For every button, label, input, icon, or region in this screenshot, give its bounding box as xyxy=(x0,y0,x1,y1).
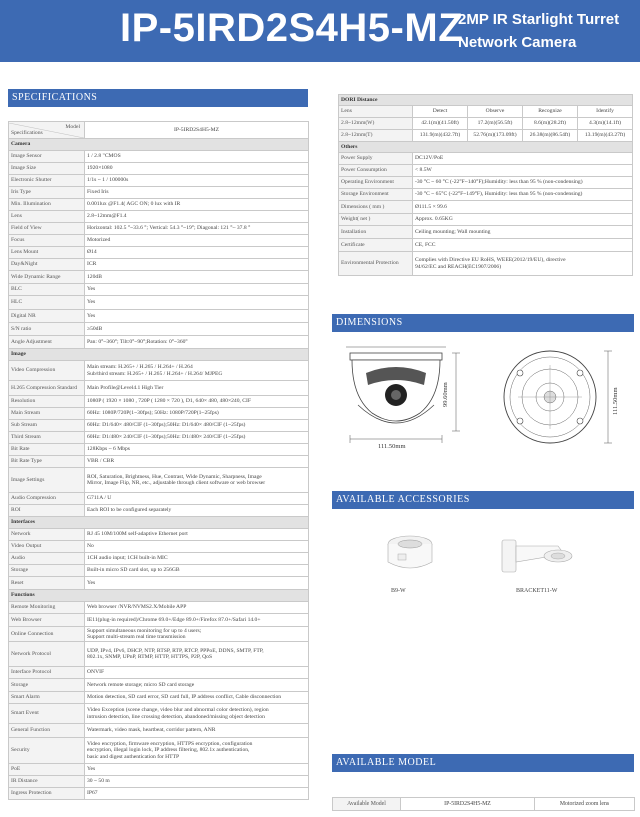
top-view-drawing xyxy=(494,345,634,455)
spec-label: Web Browser xyxy=(9,614,85,627)
header-model: IP-5IRD2S4H5-MZ xyxy=(120,6,464,50)
accessory-b9w-label: B9-W xyxy=(391,588,406,594)
dori-header-cell: Lens xyxy=(339,106,413,118)
spec-value xyxy=(85,420,309,432)
spec-label: General Function xyxy=(9,724,85,738)
spec-value-line: Support simultaneous monitoring for up to 4 users; xyxy=(87,627,202,634)
dori-cell: 17.2(m)(56.5ft) xyxy=(468,118,523,130)
spec-row xyxy=(9,444,309,456)
spec-header-row xyxy=(9,122,309,139)
spec-value xyxy=(85,788,309,800)
spec-label: Electronic Shutter xyxy=(9,175,85,187)
others-row xyxy=(339,239,633,252)
spec-value-line: UDP, IPv4, IPv6, DHCP, NTP, RTSP, RTP, RTCP, PPPoE, DDNS, SMTP, FTP, xyxy=(87,647,264,654)
dim-height-label: 99.60mm xyxy=(442,382,449,407)
spec-model-value: IP-5IRD2S4H5-MZ xyxy=(85,122,309,139)
spec-value xyxy=(85,284,309,296)
others-value xyxy=(413,252,633,276)
spec-value xyxy=(85,187,309,199)
spec-value xyxy=(85,336,309,349)
spec-value-line: No xyxy=(87,543,94,550)
spec-row xyxy=(9,642,309,667)
spec-value xyxy=(85,323,309,336)
spec-row xyxy=(9,396,309,408)
spec-value-line: Mirror, Image Flip, NR, etc., adjustable through client software or web browser xyxy=(87,480,266,486)
others-value-line: DC12V/PoE xyxy=(415,155,444,162)
dori-cell: 8.6(m)(28.2ft) xyxy=(523,118,578,130)
dori-cell: 26.38(m)(86.54ft) xyxy=(523,130,578,142)
spec-label: Digital NR xyxy=(9,310,85,323)
spec-row xyxy=(9,788,309,800)
side-view-drawing xyxy=(338,345,468,455)
spec-label: Lens Mount xyxy=(9,247,85,259)
spec-label: Sub Stream xyxy=(9,420,85,432)
spec-value-line: 60Hz: D1/640× 480/CIF (1~30fps);50Hz: D1/640× 480/CIF (1~25fps) xyxy=(87,422,246,429)
spec-row xyxy=(9,493,309,505)
others-label: Operating Environment xyxy=(339,177,413,189)
spec-value-line: 120dB xyxy=(87,273,102,280)
spec-value xyxy=(85,468,309,493)
dori-header-cell: Observe xyxy=(468,106,523,118)
available-model-heading: AVAILABLE MODEL xyxy=(332,754,634,772)
spec-row xyxy=(9,541,309,553)
others-value-line: -30 °C ~ 60 °C (-22°F~140°F);Humidity: less than 95 % (non-condensing) xyxy=(415,179,583,186)
spec-value xyxy=(85,565,309,577)
spec-value-line: Watermark, video mask, heartbeat, corridor pattern, ANR xyxy=(87,727,216,734)
spec-row xyxy=(9,553,309,565)
spec-label: Video Output xyxy=(9,541,85,553)
spec-section-label: Camera xyxy=(9,139,309,151)
spec-value xyxy=(85,361,309,381)
spec-value-line: intrusion detection, line crossing detection, abandoned/missing object detection xyxy=(87,713,265,720)
spec-row xyxy=(9,247,309,259)
others-value-line: < 8.5W xyxy=(415,167,432,174)
others-row xyxy=(339,226,633,239)
others-label: Environmental Protection xyxy=(339,252,413,276)
spec-label: HLC xyxy=(9,296,85,310)
dori-cell: 2.8~12mm(W) xyxy=(339,118,413,130)
others-value xyxy=(413,177,633,189)
spec-value xyxy=(85,223,309,235)
others-value-line: Ø111.5 × 99.6 xyxy=(415,203,447,210)
spec-value xyxy=(85,151,309,163)
others-row xyxy=(339,201,633,214)
spec-value-line: Built-in micro SD card slot, up to 256GB xyxy=(87,567,180,574)
spec-value xyxy=(85,602,309,614)
spec-value xyxy=(85,271,309,284)
spec-label: Field of View xyxy=(9,223,85,235)
others-label: Dimensions ( mm ) xyxy=(339,201,413,214)
spec-row xyxy=(9,271,309,284)
dimensions-heading: DIMENSIONS xyxy=(332,314,634,332)
others-label: Power Supply xyxy=(339,153,413,165)
spec-row xyxy=(9,577,309,590)
spec-value-line: Yes xyxy=(87,312,96,319)
spec-row xyxy=(9,432,309,444)
spec-value xyxy=(85,738,309,764)
spec-label: Third Stream xyxy=(9,432,85,444)
others-value-line: -30 °C ~ 65°C (-22°F~149°F), Humidity: less than 95 % (non-condensing) xyxy=(415,191,583,198)
spec-value-line: Yes xyxy=(87,579,96,586)
others-value-line: Complies with Directive EU RoHS, WEEE(2012/19/EU), directive xyxy=(415,257,566,264)
spec-value xyxy=(85,432,309,444)
spec-row xyxy=(9,468,309,493)
spec-label: Storage xyxy=(9,565,85,577)
spec-label: Smart Event xyxy=(9,704,85,724)
spec-label: Reset xyxy=(9,577,85,590)
dori-header-cell: Identify xyxy=(578,106,633,118)
spec-value-line: IE11(plug-in required)/Chrome 69.0+/Edge 89.0+/Firefox 87.0+/Safari 14.0+ xyxy=(87,616,261,623)
right-section-row xyxy=(339,142,633,153)
spec-row xyxy=(9,259,309,271)
spec-section-row xyxy=(9,517,309,529)
spec-value-line: 1CH audio input; 1CH built-in MIC xyxy=(87,555,168,562)
spec-section-row xyxy=(9,139,309,151)
spec-label: Image Sensor xyxy=(9,151,85,163)
spec-row xyxy=(9,187,309,199)
dori-row xyxy=(339,130,633,142)
spec-row xyxy=(9,199,309,211)
dori-cell: 13.19(m)(43.27ft) xyxy=(578,130,633,142)
spec-row xyxy=(9,505,309,517)
spec-label: Image Settings xyxy=(9,468,85,493)
spec-row xyxy=(9,614,309,627)
dori-header-cell: Detect xyxy=(413,106,468,118)
right-table xyxy=(338,94,633,276)
others-value xyxy=(413,239,633,252)
spec-label: IR Distance xyxy=(9,776,85,788)
spec-label: Network Protocol xyxy=(9,642,85,667)
spec-value xyxy=(85,704,309,724)
spec-row xyxy=(9,235,309,247)
spec-value-line: Pan: 0°~360°; Tilt:0°~90°;Rotation: 0°~360° xyxy=(87,338,188,345)
spec-header-cell xyxy=(9,122,85,139)
spec-label: Network xyxy=(9,529,85,541)
spec-value-line: Sub/third stream: H.265+ / H.265 / H.264+ / H.264/ MJPEG xyxy=(87,370,223,377)
spec-label: Storage xyxy=(9,679,85,692)
spec-label: Security xyxy=(9,738,85,764)
spec-value-line: Motorized xyxy=(87,237,111,244)
spec-row xyxy=(9,724,309,738)
spec-label: H.265 Compression Standard xyxy=(9,381,85,396)
spec-value-line: G711A / U xyxy=(87,495,112,502)
dim-width-label: 111.50mm xyxy=(378,443,406,450)
dori-cell: 2.8~12mm(T) xyxy=(339,130,413,142)
others-label: Installation xyxy=(339,226,413,239)
spec-header-specs: Specifications xyxy=(11,130,43,137)
spec-value-line: Main stream: H.265+ / H.265 / H.264+ / H.264 xyxy=(87,364,193,371)
spec-value xyxy=(85,163,309,175)
dori-row xyxy=(339,118,633,130)
others-value-line: 94/62/EC and REACH(EC1907/2006) xyxy=(415,263,502,270)
spec-label: Image Size xyxy=(9,163,85,175)
spec-value xyxy=(85,408,309,420)
spec-value-line: 128Kbps ~ 6 Mbps xyxy=(87,446,130,453)
others-label: Power Consumption xyxy=(339,165,413,177)
spec-section-row xyxy=(9,349,309,361)
accessory-b9w-image xyxy=(384,530,436,582)
spec-value-line: 0.001lux @F1.4( AGC ON; 0 lux with IR xyxy=(87,201,181,208)
spec-value xyxy=(85,211,309,223)
spec-value xyxy=(85,310,309,323)
spec-value xyxy=(85,175,309,187)
accessory-bracket11w-image xyxy=(498,534,576,578)
spec-row xyxy=(9,420,309,432)
header-subtitle-line2: Network Camera xyxy=(458,34,577,51)
spec-value xyxy=(85,724,309,738)
spec-section-label: Functions xyxy=(9,590,309,602)
others-label: Certificate xyxy=(339,239,413,252)
others-row xyxy=(339,153,633,165)
others-row xyxy=(339,165,633,177)
spec-label: Online Connection xyxy=(9,627,85,642)
spec-value-line: 802.1x, SNMP, UPnP, RTMP, HTTP, HTTPS, P2P, QoS xyxy=(87,654,213,660)
spec-label: Iris Type xyxy=(9,187,85,199)
others-value xyxy=(413,214,633,226)
dori-header-row xyxy=(339,106,633,118)
spec-value-line: encryption, illegal login lock, IP address filtering, 802.1x authentication, xyxy=(87,747,250,754)
others-value-line: Ceiling mounting; Wall mounting xyxy=(415,228,491,235)
spec-row xyxy=(9,704,309,724)
dori-cell: 4.3(m)(14.1ft) xyxy=(578,118,633,130)
page-header xyxy=(0,0,640,62)
spec-row xyxy=(9,361,309,381)
spec-label: Main Stream xyxy=(9,408,85,420)
spec-value-line: basic and digest authentication for HTTP xyxy=(87,753,180,760)
spec-value xyxy=(85,541,309,553)
spec-label: Video Compression xyxy=(9,361,85,381)
dim-top-label: 111.50mm xyxy=(612,387,619,415)
spec-row xyxy=(9,627,309,642)
available-model-table xyxy=(332,797,635,811)
available-model-name: IP-5IRD2S4H5-MZ xyxy=(401,798,535,811)
spec-label: Audio Compression xyxy=(9,493,85,505)
dori-cell: 131.9(m)(432.7ft) xyxy=(413,130,468,142)
spec-value-line: Yes xyxy=(87,299,96,306)
available-model-row xyxy=(333,798,635,811)
spec-value xyxy=(85,764,309,776)
spec-row xyxy=(9,692,309,704)
spec-value-line: ONVIF xyxy=(87,669,105,676)
spec-value xyxy=(85,667,309,679)
spec-label: Ingress Protection xyxy=(9,788,85,800)
spec-value-line: 2.8~12mm@F1.4 xyxy=(87,213,127,220)
spec-label: Lens xyxy=(9,211,85,223)
spec-row xyxy=(9,223,309,235)
spec-row xyxy=(9,284,309,296)
spec-label: ROI xyxy=(9,505,85,517)
spec-value-line: Support multi-stream real time transmission xyxy=(87,634,186,640)
dori-cell: 42.1(m)(41.50ft) xyxy=(413,118,468,130)
spec-label: PoE xyxy=(9,764,85,776)
others-row xyxy=(339,189,633,201)
spec-value xyxy=(85,553,309,565)
spec-table xyxy=(8,121,309,800)
spec-value xyxy=(85,456,309,468)
spec-value-line: Video encryption, firmware encryption, HTTPS encryption, configuration xyxy=(87,740,253,747)
header-subtitle-line1: 2MP IR Starlight Turret xyxy=(458,11,620,28)
spec-section-label: Image xyxy=(9,349,309,361)
spec-label: Smart Alarm xyxy=(9,692,85,704)
spec-value xyxy=(85,381,309,396)
spec-value xyxy=(85,776,309,788)
spec-row xyxy=(9,408,309,420)
spec-value xyxy=(85,247,309,259)
others-row xyxy=(339,177,633,189)
spec-row xyxy=(9,456,309,468)
spec-value-line: Main Profile@Level4.1 High Tier xyxy=(87,384,164,391)
others-value xyxy=(413,226,633,239)
spec-value xyxy=(85,296,309,310)
others-label: Weight( net ) xyxy=(339,214,413,226)
spec-value-line: 1 / 2.8 "CMOS xyxy=(87,153,121,160)
spec-value xyxy=(85,614,309,627)
dori-cell: 52.76(m)(173.09ft) xyxy=(468,130,523,142)
right-section-label: Others xyxy=(339,142,633,153)
spec-row xyxy=(9,667,309,679)
spec-value xyxy=(85,493,309,505)
spec-value-line: Motion detection, SD card error, SD card full, IP address conflict, Cable disconnection xyxy=(87,694,282,701)
accessories-heading: AVAILABLE ACCESSORIES xyxy=(332,491,634,509)
spec-label: Bit Rate xyxy=(9,444,85,456)
others-row xyxy=(339,214,633,226)
spec-value-line: Web browser /NVR/NVMS2.X/Mobile APP xyxy=(87,604,187,611)
others-value-line: CE, FCC xyxy=(415,241,436,248)
others-value xyxy=(413,201,633,214)
spec-row xyxy=(9,776,309,788)
spec-value-line: IP67 xyxy=(87,790,98,797)
right-section-row xyxy=(339,95,633,106)
spec-value-line: Yes xyxy=(87,766,96,773)
spec-value-line: 60Hz: 1080P/720P(1~30fps); 50Hz: 1080P/720P(1~25fps) xyxy=(87,410,219,417)
spec-row xyxy=(9,211,309,223)
spec-label: Angle Adjustment xyxy=(9,336,85,349)
spec-label: Remote Monitoring xyxy=(9,602,85,614)
spec-value-line: Network remote storage; micro SD card storage xyxy=(87,681,195,688)
spec-row xyxy=(9,336,309,349)
spec-row xyxy=(9,565,309,577)
spec-row xyxy=(9,529,309,541)
spec-row xyxy=(9,679,309,692)
spec-value xyxy=(85,692,309,704)
spec-value-line: ≥50dB xyxy=(87,325,103,332)
spec-label: Min. Illumination xyxy=(9,199,85,211)
spec-label: Resolution xyxy=(9,396,85,408)
spec-value-line: Each ROI to be configured separately xyxy=(87,507,172,514)
spec-section-label: Interfaces xyxy=(9,517,309,529)
spec-value-line: 60Hz: D1/480× 240/CIF (1~30fps);50Hz: D1/480× 240/CIF (1~25fps) xyxy=(87,434,246,441)
dori-header-cell: Recognize xyxy=(523,106,578,118)
spec-label: Day&Night xyxy=(9,259,85,271)
others-value xyxy=(413,153,633,165)
spec-value xyxy=(85,396,309,408)
spec-value-line: ICR xyxy=(87,261,97,268)
spec-value xyxy=(85,505,309,517)
spec-label: Wide Dynamic Range xyxy=(9,271,85,284)
spec-row xyxy=(9,175,309,187)
spec-value-line: Horizontal: 102.5 °~33.6 °; Vertical: 54.3 °~19°; Diagonal: 121 °~ 37.8 ° xyxy=(87,225,251,232)
spec-label: S/N ratio xyxy=(9,323,85,336)
spec-label: Interface Protocol xyxy=(9,667,85,679)
spec-label: BLC xyxy=(9,284,85,296)
spec-value-line: 30 ~ 50 m xyxy=(87,778,110,785)
spec-row xyxy=(9,296,309,310)
spec-value xyxy=(85,627,309,642)
available-model-desc: Motorized zoom lens xyxy=(535,798,635,811)
spec-value xyxy=(85,529,309,541)
header-subtitle xyxy=(458,8,619,54)
spec-value-line: ROI, Saturation, Brightness, Hue, Contrast, Wide Dynamic, Sharpness, Image xyxy=(87,473,262,480)
available-model-label: Available Model xyxy=(333,798,401,811)
spec-label: Focus xyxy=(9,235,85,247)
spec-value xyxy=(85,679,309,692)
spec-value-line: Video Exception (scene change, video blur and abnormal color detection), region xyxy=(87,707,269,714)
spec-value xyxy=(85,235,309,247)
spec-row xyxy=(9,163,309,175)
spec-value-line: Ø14 xyxy=(87,249,97,256)
accessory-bracket11w-label: BRACKET11-W xyxy=(516,588,558,594)
spec-value-line: VBR / CBR xyxy=(87,458,115,465)
spec-header-model: Model xyxy=(65,123,80,130)
specifications-heading: SPECIFICATIONS xyxy=(8,89,308,107)
right-section-label: DORI Distance xyxy=(339,95,633,106)
spec-row xyxy=(9,151,309,163)
spec-value xyxy=(85,642,309,667)
others-value xyxy=(413,189,633,201)
spec-value-line: RJ 45 10M/100M self-adaptive Ethernet port xyxy=(87,531,188,538)
spec-row xyxy=(9,381,309,396)
spec-value xyxy=(85,577,309,590)
others-value-line: Approx. 0.65KG xyxy=(415,216,453,223)
spec-label: Bit Rate Type xyxy=(9,456,85,468)
spec-row xyxy=(9,602,309,614)
spec-value-line: 1080P ( 1920 × 1080 , 720P ( 1280 × 720 ), D1, 640× 480, 480×240, CIF xyxy=(87,398,252,405)
others-label: Storage Environment xyxy=(339,189,413,201)
spec-row xyxy=(9,323,309,336)
spec-row xyxy=(9,310,309,323)
spec-row xyxy=(9,764,309,776)
others-row xyxy=(339,252,633,276)
spec-value xyxy=(85,199,309,211)
spec-value xyxy=(85,444,309,456)
others-value xyxy=(413,165,633,177)
spec-label: Audio xyxy=(9,553,85,565)
spec-value xyxy=(85,259,309,271)
spec-value-line: 1/1s ~ 1 / 100000s xyxy=(87,177,129,184)
spec-value-line: Yes xyxy=(87,286,96,293)
spec-row xyxy=(9,738,309,764)
spec-value-line: Fixed Iris xyxy=(87,189,109,196)
spec-section-row xyxy=(9,590,309,602)
spec-value-line: 1920×1080 xyxy=(87,165,113,172)
